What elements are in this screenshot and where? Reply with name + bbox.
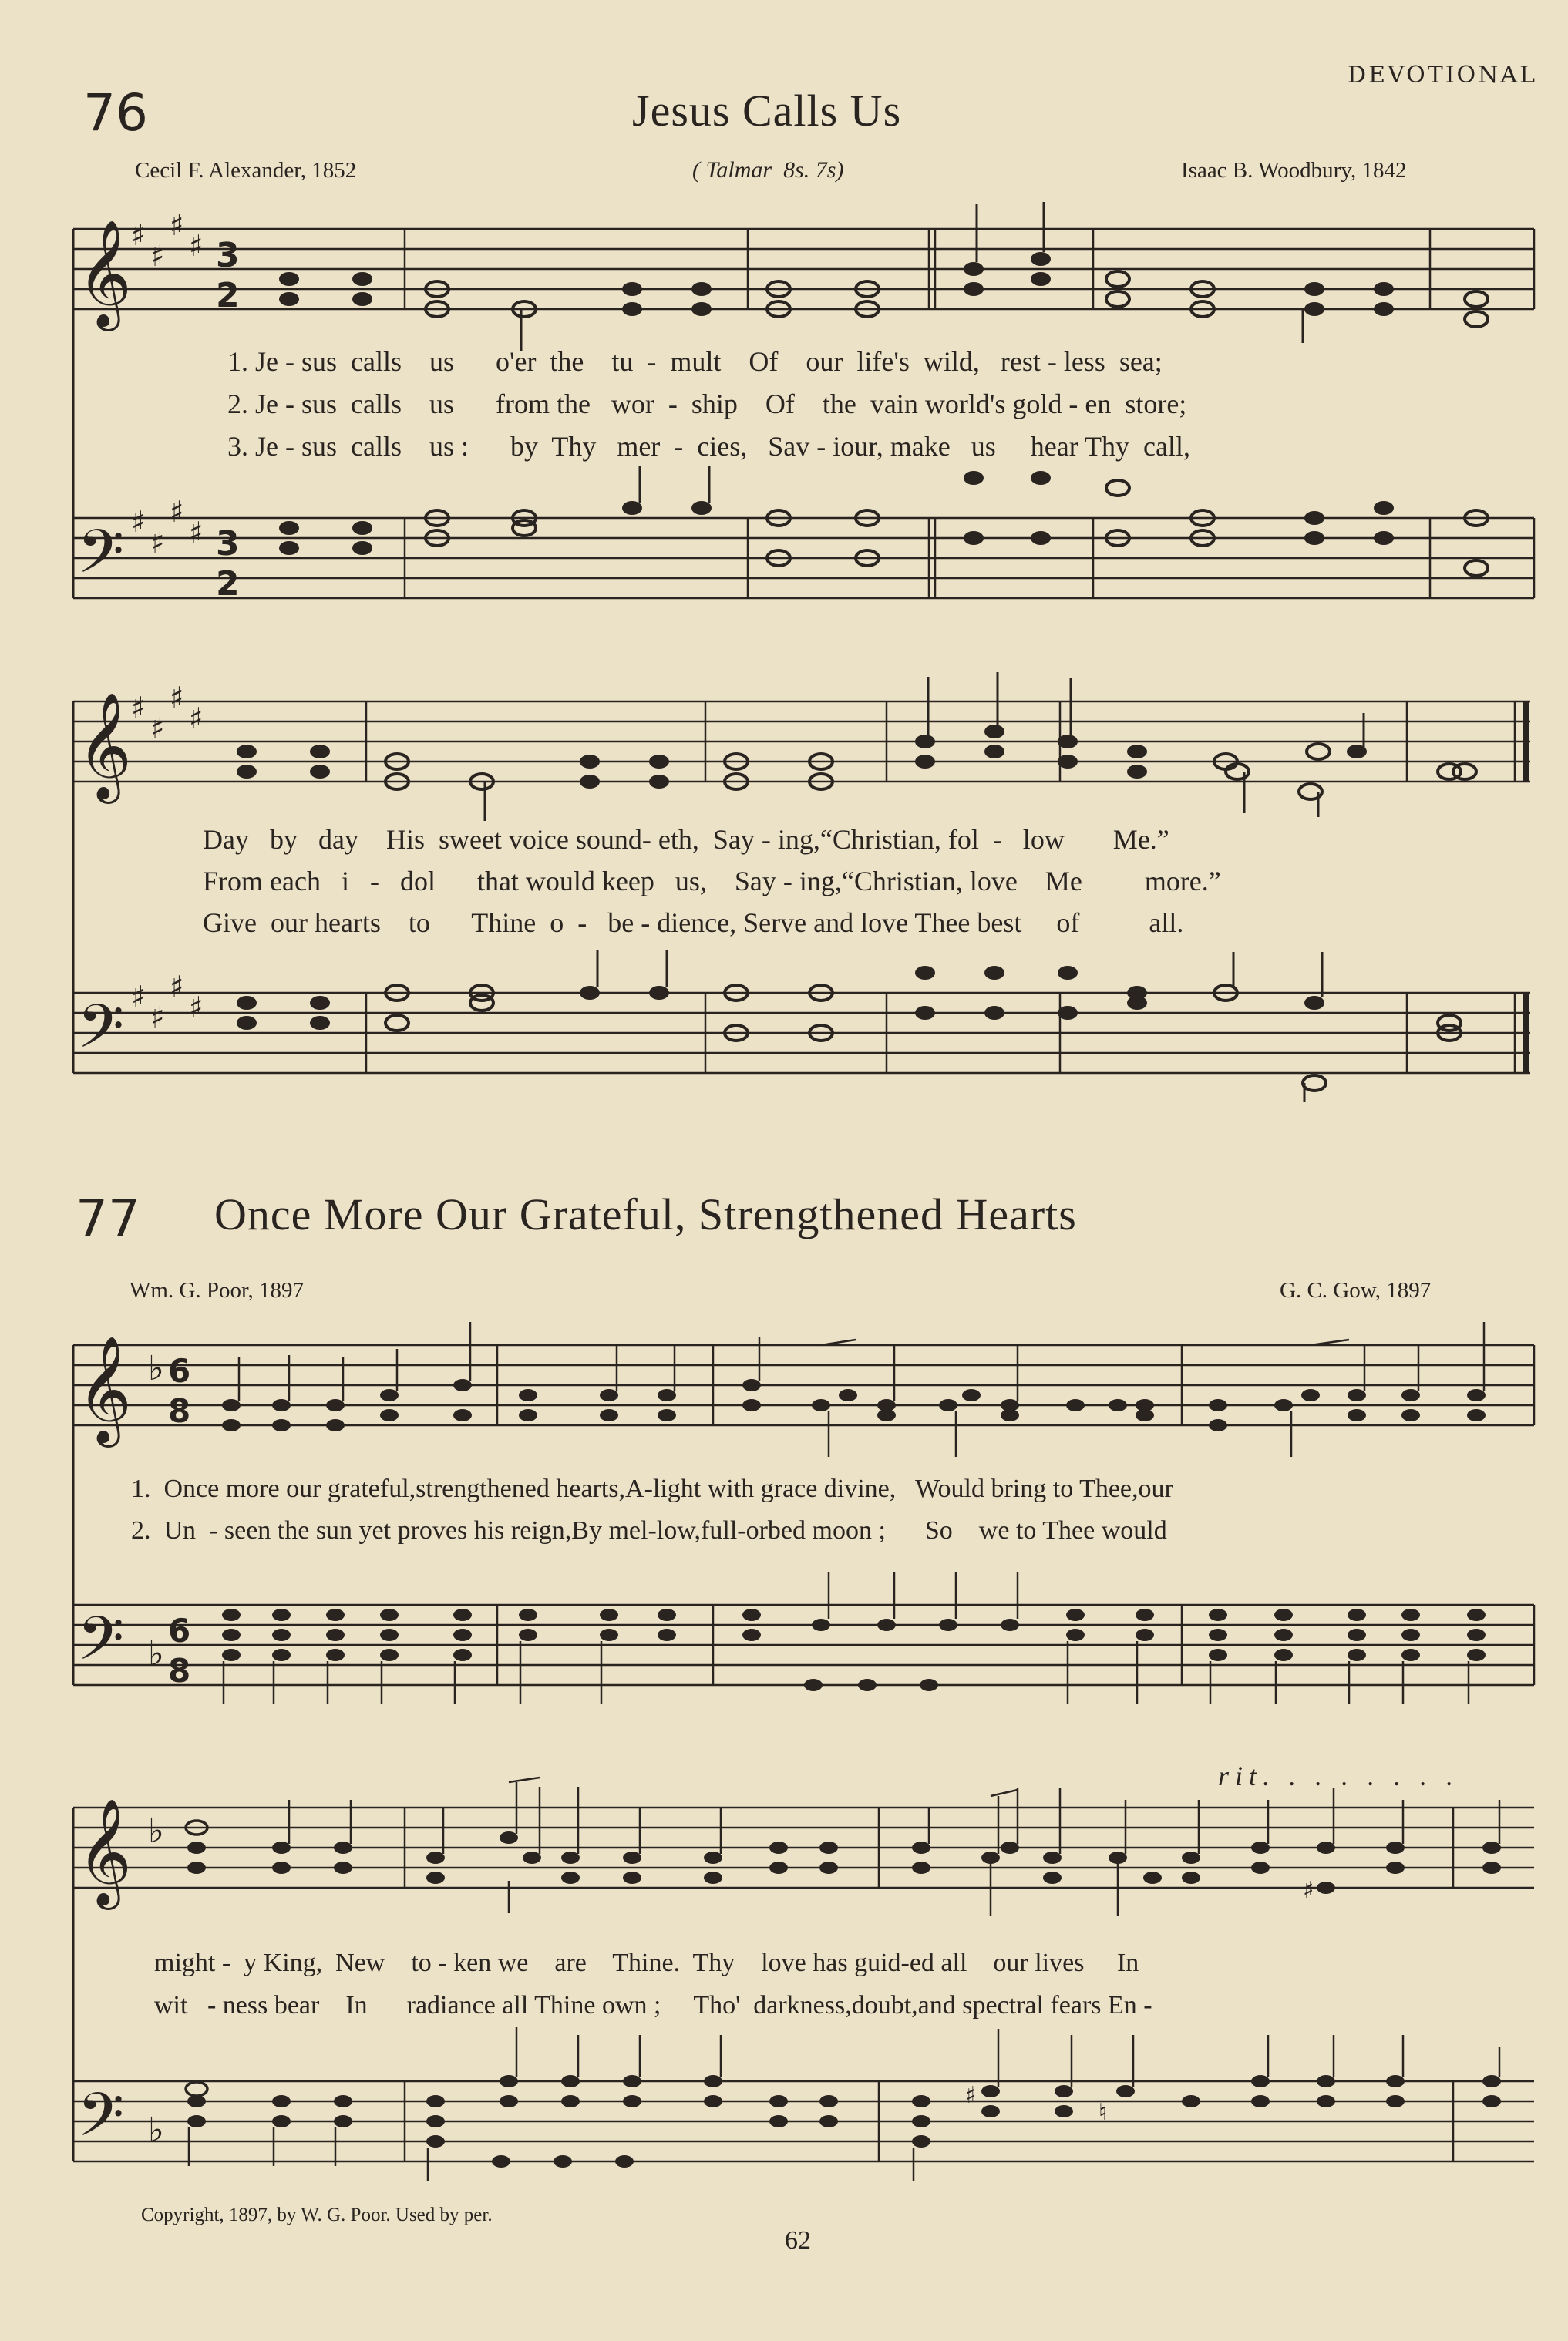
bass-clef-icon: 𝄢 xyxy=(77,517,125,602)
key-signature-flat-icon xyxy=(148,1811,164,2150)
svg-text:♭: ♭ xyxy=(148,2111,164,2150)
treble-clef-icon: 𝄞 xyxy=(77,692,132,799)
svg-text:♯: ♯ xyxy=(965,2082,977,2109)
svg-text:♯: ♯ xyxy=(150,239,165,273)
svg-text:♭: ♭ xyxy=(148,1349,164,1388)
hymn-76-verse-1-line-2: Day by day His sweet voice sound- eth, Say - ing,“Christian, fol - low Me.” xyxy=(203,824,1169,855)
svg-text:3: 3 xyxy=(216,524,240,563)
copyright-notice: Copyright, 1897, by W. G. Poor. Used by per. xyxy=(141,2205,493,2225)
svg-text:♯: ♯ xyxy=(131,980,146,1014)
svg-text:♯: ♯ xyxy=(189,701,204,735)
svg-text:♯: ♯ xyxy=(150,1001,165,1034)
tune-name: Talmar xyxy=(705,157,772,183)
svg-text:♯: ♯ xyxy=(131,505,146,539)
svg-text:♭: ♭ xyxy=(148,1634,164,1673)
hymn-77-verse-1-line-1: 1. Once more our grateful,strengthened hearts,A-light with grace divine, Would bring to Thee,our xyxy=(131,1475,1173,1503)
hymn-76-music-credit: Isaac B. Woodbury, 1842 xyxy=(1181,158,1407,183)
svg-text:♯: ♯ xyxy=(131,691,146,725)
svg-text:♯: ♯ xyxy=(150,526,165,560)
svg-text:♮: ♮ xyxy=(1099,2099,1107,2126)
svg-text:8: 8 xyxy=(168,1652,191,1690)
svg-text:6: 6 xyxy=(168,1612,191,1650)
hymn-77-verse-1-line-2: might - y King, New to - ken we are Thine. Thy love has guid-ed all our lives In xyxy=(154,1949,1139,1977)
treble-clef-icon: 𝄞 xyxy=(77,1798,132,1905)
svg-text:3: 3 xyxy=(216,236,240,275)
hymn-77-number: 77 xyxy=(76,1189,140,1248)
hymn-76-title: Jesus Calls Us xyxy=(632,86,902,136)
bass-clef-icon: 𝄢 xyxy=(77,992,125,1077)
hymn-77-verse-2-line-2: wit - ness bear In radiance all Thine own ; Tho' darkness,doubt,and spectral fears En - xyxy=(154,1991,1152,2020)
hymn-76-verse-2-line-1: 2. Je - sus calls us from the wor - ship Of the vain world's gold - en store; xyxy=(227,388,1187,419)
svg-text:♯: ♯ xyxy=(170,970,184,1004)
hymn-76-number: 76 xyxy=(83,83,148,143)
tune-open: ( xyxy=(692,157,706,183)
svg-text:♯: ♯ xyxy=(170,495,184,529)
hymn-76-verse-3-line-1: 3. Je - sus calls us : by Thy mer - cies, Sav - iour, make us hear Thy call, xyxy=(227,431,1190,462)
tune-close: ) xyxy=(836,157,844,183)
svg-text:2: 2 xyxy=(216,564,240,604)
hymn-77-verse-2-line-1: 2. Un - seen the sun yet proves his reign,By mel-low,full-orbed moon ; So we to Thee would xyxy=(131,1516,1167,1545)
svg-text:♯: ♯ xyxy=(170,681,184,715)
svg-text:♯: ♯ xyxy=(189,516,204,550)
svg-text:♯: ♯ xyxy=(131,218,146,252)
svg-text:♯: ♯ xyxy=(189,229,204,263)
svg-text:6: 6 xyxy=(168,1352,191,1390)
hymn-76-verse-1-line-1: 1. Je - sus calls us o'er the tu - mult Of our life's wild, rest - less sea; xyxy=(227,346,1163,377)
hymn-77-title: Once More Our Grateful, Strengthened Hearts xyxy=(214,1189,1077,1239)
treble-clef-icon: 𝄞 xyxy=(77,1336,132,1443)
svg-text:♯: ♯ xyxy=(150,711,165,745)
page-number: 62 xyxy=(785,2226,811,2255)
hymn-76-verse-2-line-2: From each i - dol that would keep us, Say - ing,“Christian, love Me more.” xyxy=(203,866,1221,896)
svg-text:2: 2 xyxy=(216,276,240,315)
ritardando-mark: rit. . . . . . . . xyxy=(1218,1761,1460,1791)
svg-text:♯: ♯ xyxy=(189,991,204,1024)
svg-text:♯: ♯ xyxy=(1303,1877,1314,1904)
section-label: DEVOTIONAL xyxy=(1348,62,1537,89)
hymn-76-words-credit: Cecil F. Alexander, 1852 xyxy=(135,158,357,183)
tune-meter: 8s. 7s xyxy=(783,157,836,183)
svg-text:♭: ♭ xyxy=(148,1811,164,1851)
svg-text:♯: ♯ xyxy=(170,208,184,242)
hymn-76-verse-3-line-2: Give our hearts to Thine o - be - dience, Serve and love Thee best of all. xyxy=(203,907,1184,938)
bass-clef-icon: 𝄢 xyxy=(77,2080,125,2165)
bass-clef-icon: 𝄢 xyxy=(77,1604,125,1689)
hymn-77-words-credit: Wm. G. Poor, 1897 xyxy=(130,1278,304,1303)
hymn-77-music-credit: G. C. Gow, 1897 xyxy=(1280,1278,1432,1303)
treble-clef-icon: 𝄞 xyxy=(77,220,132,327)
svg-text:8: 8 xyxy=(168,1392,191,1430)
